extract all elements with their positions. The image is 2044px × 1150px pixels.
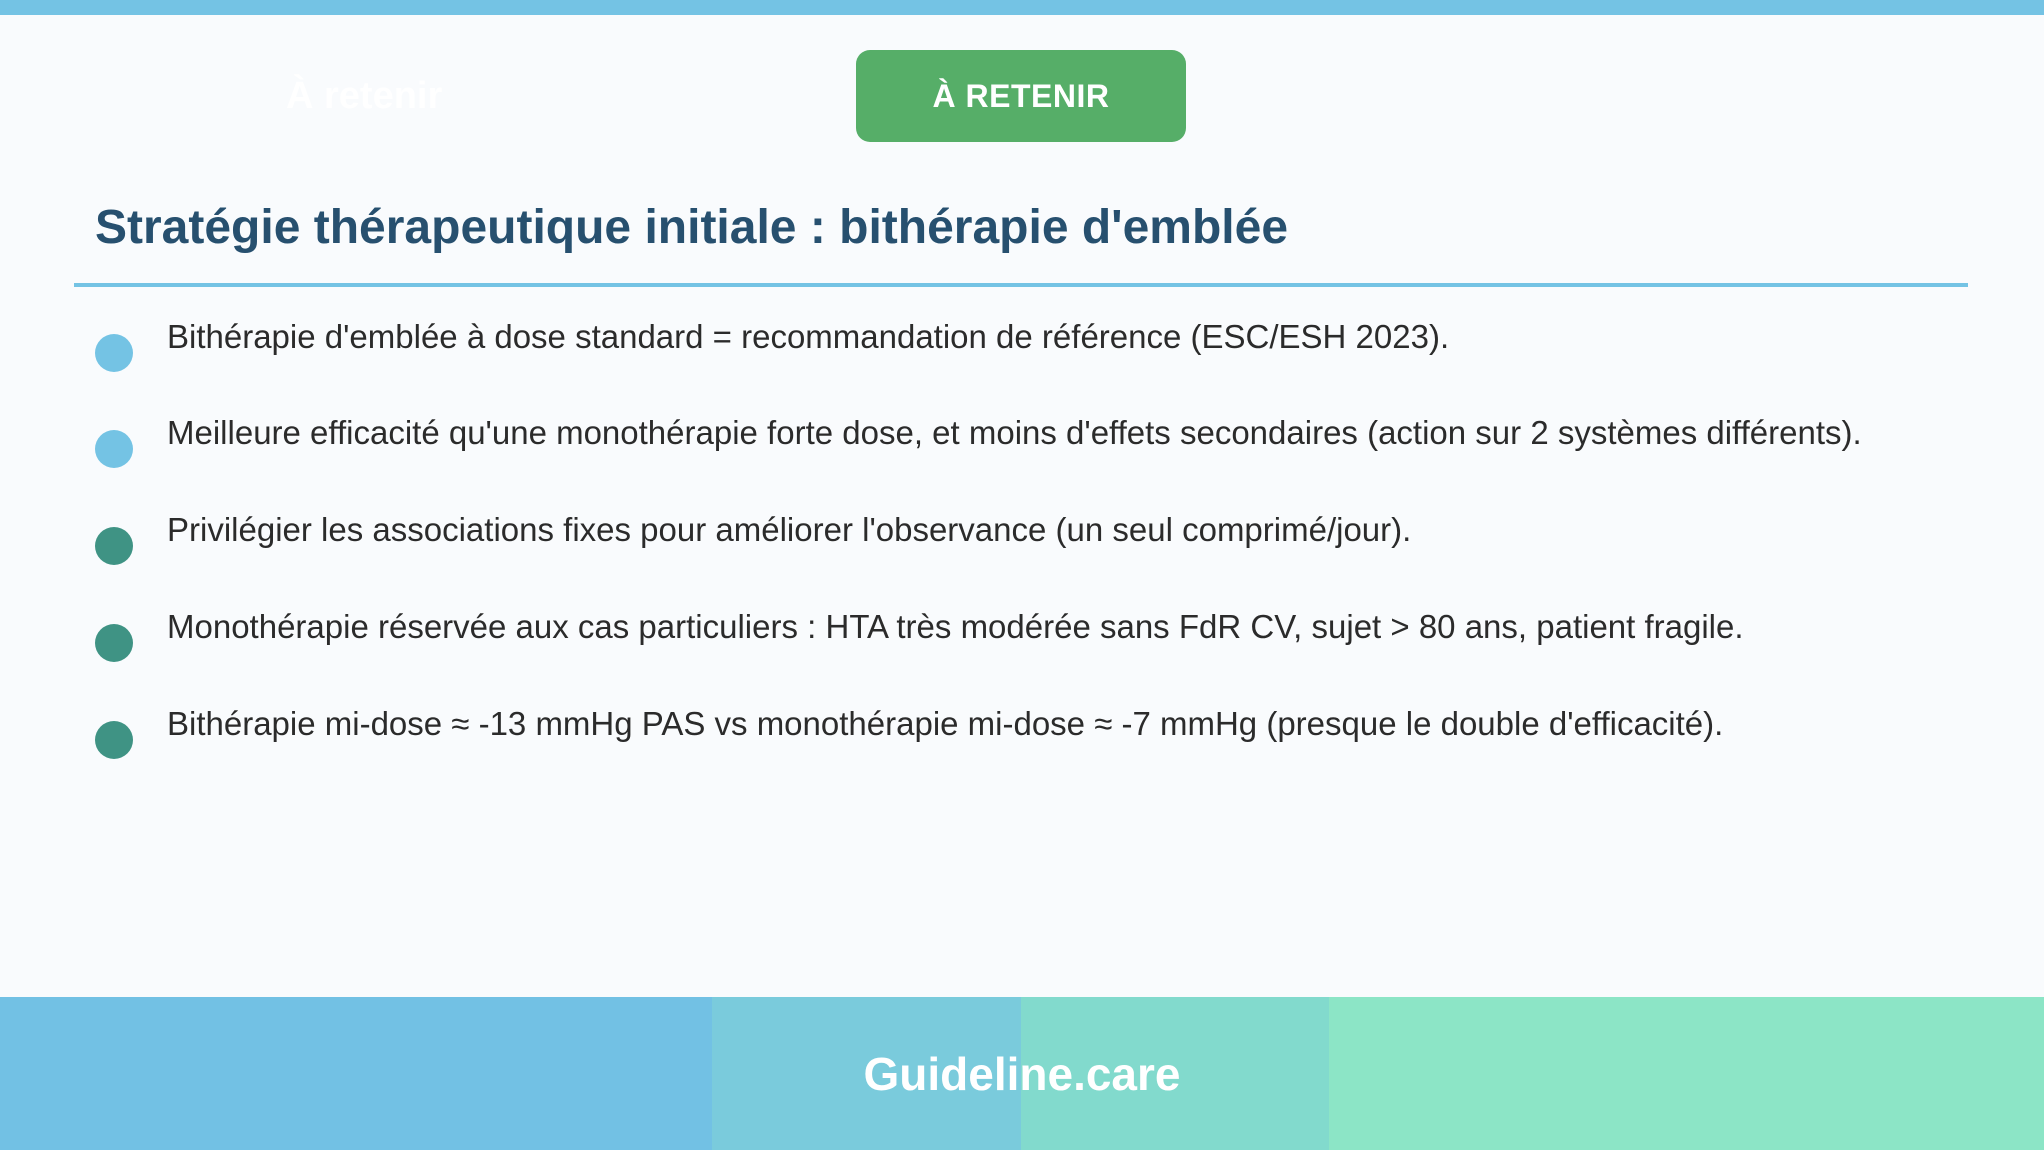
bullet-dot-icon xyxy=(95,334,133,372)
bullet-dot-icon xyxy=(95,624,133,662)
list-item-text: Bithérapie mi-dose ≈ -13 mmHg PAS vs monothérapie mi-dose ≈ -7 mmHg (presque le double d'efficacité). xyxy=(167,705,1724,742)
bullet-dot-icon xyxy=(95,721,133,759)
footer-brand-text: Guideline.care xyxy=(863,1047,1181,1100)
title-divider xyxy=(74,283,1968,287)
bullet-dot-icon xyxy=(95,527,133,565)
page-title: Stratégie thérapeutique initiale : bithérapie d'emblée xyxy=(95,201,1289,254)
bullet-dot-icon xyxy=(95,430,133,468)
list-item-text: Meilleure efficacité qu'une monothérapie forte dose, et moins d'effets secondaires (action sur 2 systèmes différents). xyxy=(167,414,1862,451)
list-item-text: Monothérapie réservée aux cas particuliers : HTA très modérée sans FdR CV, sujet > 80 ans, patient fragile. xyxy=(167,608,1744,645)
retenir-badge: À RETENIR xyxy=(856,50,1186,142)
list-item-text: Bithérapie d'emblée à dose standard = recommandation de référence (ESC/ESH 2023). xyxy=(167,318,1450,355)
list-item-text: Privilégier les associations fixes pour améliorer l'observance (un seul comprimé/jour). xyxy=(167,511,1412,548)
top-accent-bar xyxy=(0,0,2044,15)
header-ghost-label: À retenir xyxy=(286,75,443,117)
